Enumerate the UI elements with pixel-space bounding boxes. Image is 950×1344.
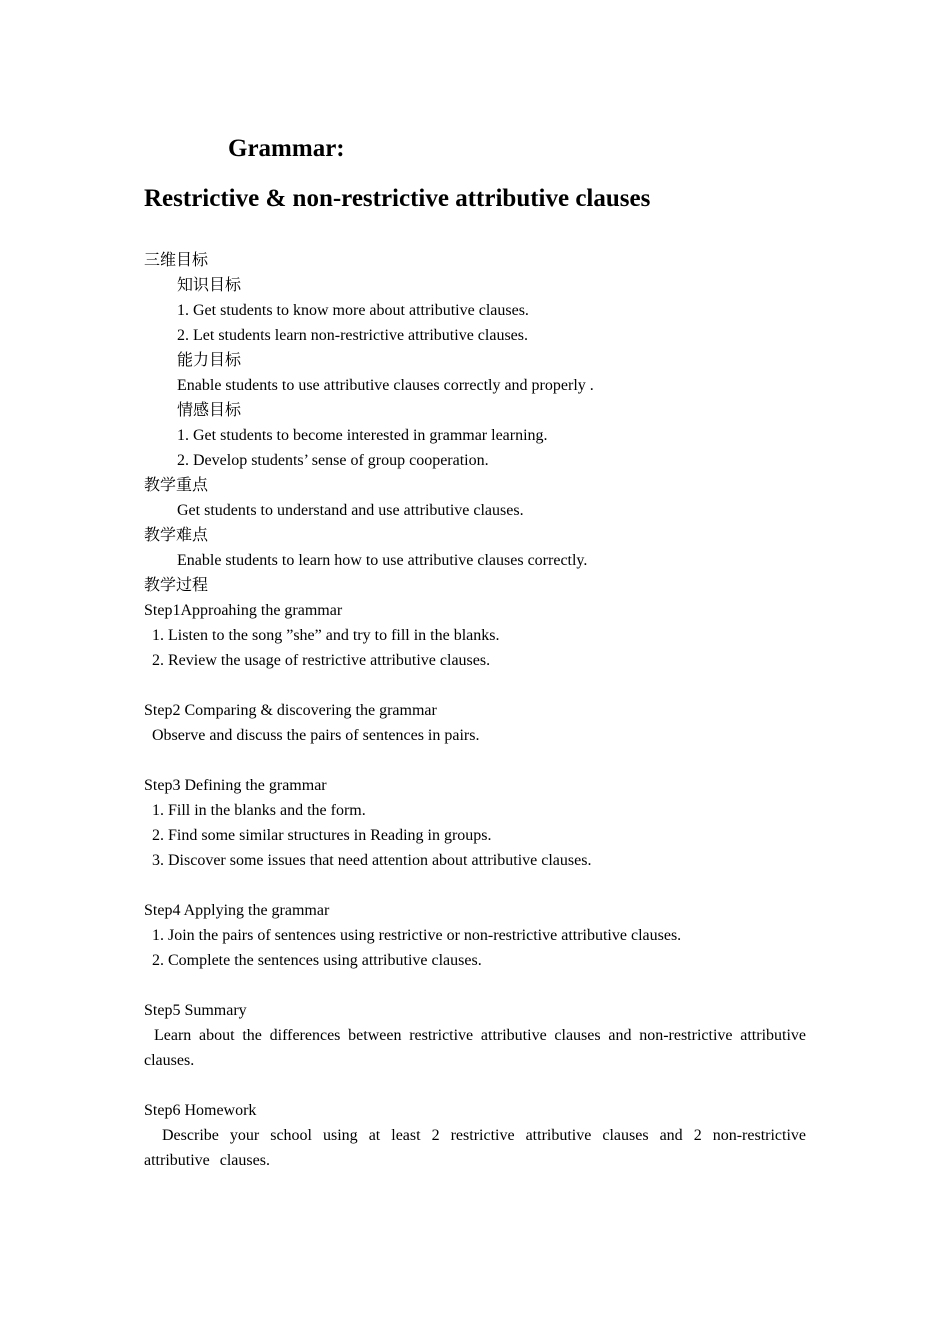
step6-title: Step6 Homework <box>144 1102 257 1119</box>
step6-text: Describe your school using at least 2 restrictive attributive clauses and 2 non-restrictive attributive clauses. <box>144 1127 806 1169</box>
emotion-item: 1. Get students to become interested in grammar learning. <box>177 427 548 444</box>
step1-item: 2. Review the usage of restrictive attributive clauses. <box>152 652 491 669</box>
ability-heading: 能力目标 <box>177 352 242 369</box>
difficulties-text: Enable students to learn how to use attributive clauses correctly. <box>177 552 588 569</box>
key-points-heading: 教学重点 <box>144 477 209 494</box>
emotion-item: 2. Develop students’ sense of group cooperation. <box>177 452 489 469</box>
step2-title: Step2 Comparing & discovering the grammar <box>144 702 437 719</box>
process-heading: 教学过程 <box>144 577 209 594</box>
knowledge-heading: 知识目标 <box>177 277 242 294</box>
objectives-heading: 三维目标 <box>144 252 209 269</box>
step4-item: 1. Join the pairs of sentences using restrictive or non-restrictive attributive clauses. <box>152 927 682 944</box>
ability-text: Enable students to use attributive clauses correctly and properly . <box>177 377 594 394</box>
document-subtitle: Restrictive & non-restrictive attributive clauses <box>144 185 651 212</box>
difficulties-heading: 教学难点 <box>144 527 209 544</box>
step1-item: 1. Listen to the song ”she” and try to fill in the blanks. <box>152 627 500 644</box>
step3-item: 1. Fill in the blanks and the form. <box>152 802 366 819</box>
step3-title: Step3 Defining the grammar <box>144 777 327 794</box>
step5-text: Learn about the differences between restrictive attributive clauses and non-restrictive attributive clauses. <box>144 1027 806 1069</box>
step4-title: Step4 Applying the grammar <box>144 902 330 919</box>
knowledge-item: 2. Let students learn non-restrictive attributive clauses. <box>177 327 528 344</box>
knowledge-item: 1. Get students to know more about attributive clauses. <box>177 302 529 319</box>
step5-title: Step5 Summary <box>144 1002 247 1019</box>
document-body <box>144 248 806 1173</box>
step4-item: 2. Complete the sentences using attributive clauses. <box>152 952 482 969</box>
step3-item: 3. Discover some issues that need attention about attributive clauses. <box>152 852 592 869</box>
key-points-text: Get students to understand and use attributive clauses. <box>177 502 524 519</box>
step1-title: Step1Approahing the grammar <box>144 602 343 619</box>
emotion-heading: 情感目标 <box>177 402 242 419</box>
step2-text: Observe and discuss the pairs of sentences in pairs. <box>152 727 480 744</box>
step3-item: 2. Find some similar structures in Reading in groups. <box>152 827 492 844</box>
document-title: Grammar: <box>228 135 345 162</box>
